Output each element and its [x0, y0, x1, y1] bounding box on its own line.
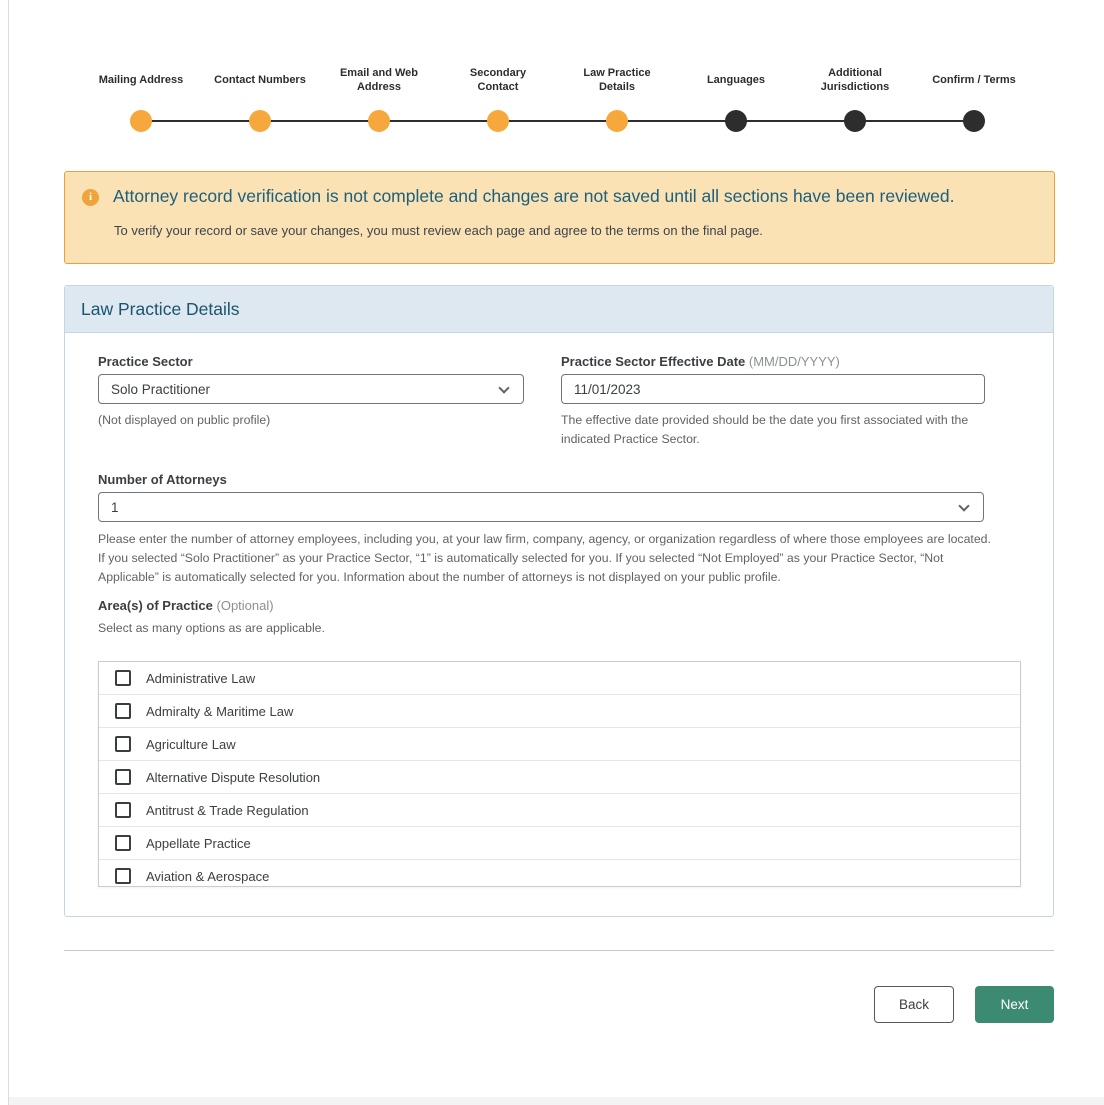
stepper-step[interactable] — [448, 62, 548, 132]
stepper-step-label: Contact Numbers — [214, 74, 306, 87]
list-item[interactable] — [99, 662, 1020, 695]
left-border-rule — [8, 0, 9, 1105]
practice-sector-note: (Not displayed on public profile) — [98, 413, 271, 427]
area-of-practice-label: Appellate Practice — [146, 835, 251, 851]
area-of-practice-label: Agriculture Law — [146, 736, 236, 752]
area-of-practice-label: Administrative Law — [146, 670, 256, 686]
back-button[interactable]: Back — [874, 986, 954, 1023]
effective-date-label-text: Practice Sector Effective Date — [561, 354, 746, 369]
checkbox-icon[interactable] — [115, 835, 131, 851]
areas-of-practice-optional-hint: (Optional) — [216, 598, 274, 613]
stepper-step-dot-icon[interactable] — [130, 110, 152, 132]
area-of-practice-label: Alternative Dispute Resolution — [146, 769, 321, 785]
checkbox-icon[interactable] — [115, 868, 131, 884]
stepper-step-label: Email and Web Address — [339, 67, 419, 93]
effective-date-help: The effective date provided should be the date you first associated with the indicated Practice Sector. — [561, 413, 969, 446]
practice-sector-select[interactable] — [98, 374, 524, 404]
chevron-down-icon — [958, 500, 969, 511]
areas-of-practice-list[interactable] — [98, 661, 1021, 887]
stepper-step-label: Mailing Address — [98, 74, 184, 87]
stepper-step[interactable] — [805, 62, 905, 132]
list-item[interactable] — [99, 860, 1020, 887]
area-of-practice-label: Admiralty & Maritime Law — [146, 703, 294, 719]
number-of-attorneys-help: Please enter the number of attorney employees, including you, at your law firm, company, agency, or organization regardless of where those employees are located. If you selected “Solo Practitioner” as your Practice Sector, “1” is automatically selected for you. If you selected “Not Employed” as your Practice Sector, “Not Applicable” is automatically selected for you. Information about the number of attorneys is not displayed on your public profile. — [98, 532, 991, 584]
checkbox-icon[interactable] — [115, 769, 131, 785]
stepper-step-dot-icon[interactable] — [368, 110, 390, 132]
stepper-step[interactable] — [91, 62, 191, 132]
number-of-attorneys-select[interactable] — [98, 492, 984, 522]
area-of-practice-label: Aviation & Aerospace — [146, 868, 270, 884]
area-of-practice-label: Antitrust & Trade Regulation — [146, 802, 309, 818]
stepper-step-dot-icon[interactable] — [963, 110, 985, 132]
stepper-step-label: Secondary Contact — [469, 67, 527, 93]
list-item[interactable] — [99, 728, 1020, 761]
chevron-down-icon — [498, 382, 509, 393]
bottom-strip — [9, 1097, 1104, 1105]
stepper-step-dot-icon[interactable] — [606, 110, 628, 132]
info-icon — [82, 189, 99, 206]
next-button[interactable]: Next — [975, 986, 1054, 1023]
list-item[interactable] — [99, 761, 1020, 794]
banner-title: Attorney record verification is not complete and changes are not saved until all sections have been reviewed. — [113, 186, 955, 206]
stepper-step-dot-icon[interactable] — [725, 110, 747, 132]
practice-sector-label: Practice Sector — [98, 354, 193, 369]
card-title: Law Practice Details — [65, 286, 1053, 333]
stepper-step[interactable] — [924, 62, 1024, 132]
stepper-step[interactable] — [567, 62, 667, 132]
stepper-step-label: Additional Jurisdictions — [820, 67, 890, 93]
checkbox-icon[interactable] — [115, 670, 131, 686]
effective-date-input[interactable] — [561, 374, 985, 404]
list-item[interactable] — [99, 794, 1020, 827]
progress-stepper — [0, 0, 1104, 150]
checkbox-icon[interactable] — [115, 736, 131, 752]
areas-of-practice-label — [98, 598, 274, 613]
practice-sector-value: Solo Practitioner — [111, 381, 211, 397]
number-of-attorneys-label: Number of Attorneys — [98, 472, 227, 487]
list-item[interactable] — [99, 695, 1020, 728]
stepper-step-dot-icon[interactable] — [487, 110, 509, 132]
effective-date-label — [561, 354, 840, 369]
banner-subtitle: To verify your record or save your changes, you must review each page and agree to the terms on the final page. — [114, 223, 763, 238]
stepper-step-label: Languages — [706, 74, 766, 87]
areas-of-practice-label-text: Area(s) of Practice — [98, 598, 213, 613]
number-of-attorneys-value: 1 — [111, 499, 119, 515]
stepper-step-dot-icon[interactable] — [844, 110, 866, 132]
stepper-step-dot-icon[interactable] — [249, 110, 271, 132]
stepper-step[interactable] — [686, 62, 786, 132]
checkbox-icon[interactable] — [115, 703, 131, 719]
stepper-step[interactable] — [329, 62, 429, 132]
footer-divider — [64, 950, 1054, 951]
law-practice-details-card — [64, 285, 1054, 917]
checkbox-icon[interactable] — [115, 802, 131, 818]
stepper-step-label: Law Practice Details — [583, 67, 651, 93]
areas-of-practice-help: Select as many options as are applicable. — [98, 621, 325, 635]
list-item[interactable] — [99, 827, 1020, 860]
verification-warning-banner — [64, 171, 1055, 264]
stepper-step[interactable] — [210, 62, 310, 132]
stepper-step-label: Confirm / Terms — [932, 74, 1016, 87]
effective-date-format-hint: (MM/DD/YYYY) — [748, 354, 840, 369]
